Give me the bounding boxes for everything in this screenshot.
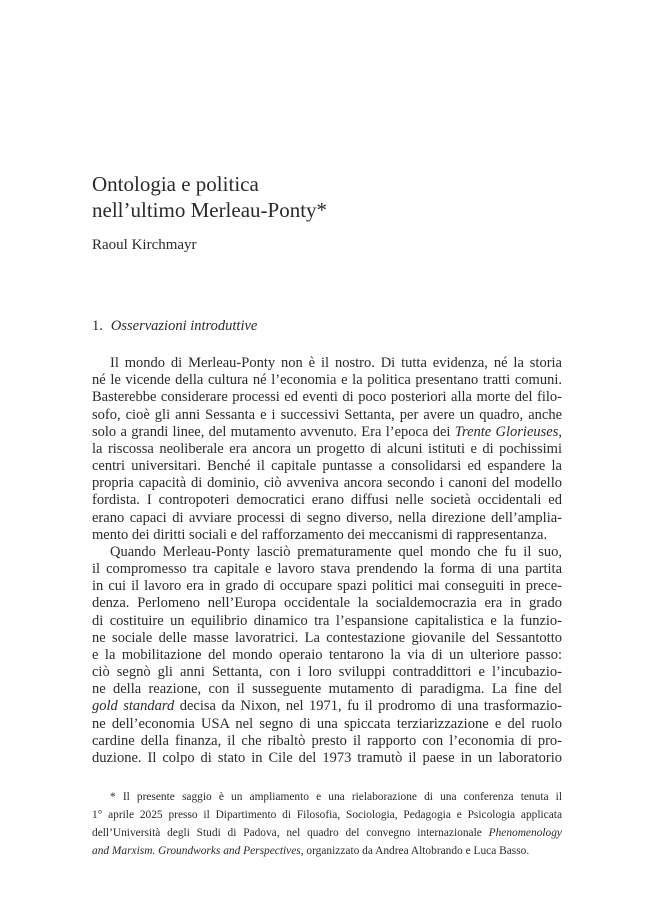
text-segment: duzione. Il colpo di stato in Cile del 1973 tramutò il paese in un laboratorio [92,749,562,766]
text-segment: mento dei diritti sociali e del rafforzamento dei meccanismi di rappresentanza. [92,526,548,543]
body-line [92,613,562,630]
footnote-line [92,824,562,842]
text-segment: né le vicende della cultura né l’economia e la politica presentano tratti comuni. [92,372,562,389]
italic-text: gold standard [92,698,175,715]
article-title-line: Ontologia e politica [92,172,259,196]
text-segment: centri universitari. Benché il capitale puntasse a consolidarsi ed espandere la [92,458,562,475]
body-line [92,510,562,527]
body-line [92,647,562,664]
section-heading [92,317,257,335]
body-line [92,595,562,612]
text-segment: in cui il lavoro era in grado di occupare spazi politici mai conseguiti in prece- [92,578,562,595]
body-line [92,372,562,389]
text-segment: il compromesso tra capitale e lavoro stava prendendo la forma di una partita [92,561,562,578]
footnote [92,788,562,860]
body-line [92,475,562,492]
text-segment: 1° aprile 2025 presso il Dipartimento di Filosofia, Sociologia, Pedagogia e Psicologia applicata [92,809,562,821]
body-line [92,424,562,441]
text-segment: * Il presente saggio è un ampliamento e una rielaborazione di una conferenza tenuta il [110,791,562,803]
text-segment: ciò segnò gli anni Settanta, con i loro sviluppi contraddittori e l’incubazio- [92,664,562,681]
section-title: Osservazioni introduttive [110,318,258,334]
body-line [92,561,562,578]
italic-text: Phenomenology [488,827,562,839]
body-line [92,698,562,715]
text-segment: cardine della finanza, il che ribaltò presto il rapporto con l’economia di pro- [92,732,562,749]
body-line [92,458,562,475]
body-line [92,681,562,698]
section-number: 1. [92,318,103,334]
text-segment: fordista. I contropoteri democratici erano diffusi nelle società occidentali ed [92,492,562,509]
italic-text: and Marxism. Groundworks and Perspectives [92,845,301,857]
text-segment: e la mobilitazione del mondo operaio tentarono la via di un ulteriore passo: [92,646,562,663]
body-line [92,664,562,681]
body-text [92,355,562,767]
author-name: Raoul Kirchmayr [92,237,197,253]
footnote-line [92,788,562,806]
text-segment: ne dell’economia USA nel segno di una spiccata terziarizzazione e del ruolo [92,715,562,732]
text-segment: erano capaci di avviare processi di segno diverso, nella direzione dell’amplia- [92,509,562,526]
text-segment: Il mondo di Merleau-Ponty non è il nostro. Di tutta evidenza, né la storia [110,355,562,371]
text-segment: sofo, cioè gli anni Sessanta e i successivi Settanta, per avere un quadro, anche [92,406,562,423]
body-line [92,578,562,595]
text-segment: denza. Perlomeno nell’Europa occidentale la socialdemocrazia era in grado [92,595,562,612]
body-line [92,441,562,458]
text-segment: ne della reazione, con il susseguente mutamento di paradigma. La fine del [92,681,562,698]
text-segment: , [558,423,562,440]
text-segment: la riscossa neoliberale era ancora un progetto di alcuni istituti e di pochissimi [92,440,562,457]
body-line [92,750,562,767]
italic-text: Trente Glorieuses [454,423,559,440]
body-line [92,527,562,544]
text-segment: , organizzato da Andrea Altobrando e Luca Basso. [300,845,530,857]
text-segment: Basterebbe considerare processi ed eventi di poco posteriori alla morte del filo- [92,389,562,406]
body-line [92,492,562,509]
footnote-line [92,842,562,860]
text-segment: Quando Merleau-Ponty lasciò prematuramente quel mondo che fu il suo, [110,543,562,560]
body-line [92,407,562,424]
text-segment: decisa da Nixon, nel 1971, fu il prodromo di una trasformazio- [174,698,562,715]
text-segment: di costituire un equilibrio dinamico tra l’espansione capitalistica e la funzio- [92,612,562,629]
article-title [92,171,562,223]
body-line [92,544,562,561]
body-line [92,630,562,647]
body-line [92,716,562,733]
footnote-line [92,806,562,824]
body-line [92,733,562,750]
text-segment: ne sociale delle masse lavoratrici. La contestazione giovanile del Sessantotto [92,629,562,646]
article-title-line: nell’ultimo Merleau-Ponty* [92,198,328,222]
text-segment: solo a grandi linee, del mutamento avvenuto. Era l’epoca dei [92,423,455,440]
text-segment: dell’Università degli Studi di Padova, nel quadro del convegno internazionale [92,827,489,839]
body-line [92,355,562,372]
body-line [92,389,562,406]
text-segment: propria capacità di dominio, ciò avveniva ancora secondo i canoni del modello [92,475,562,492]
